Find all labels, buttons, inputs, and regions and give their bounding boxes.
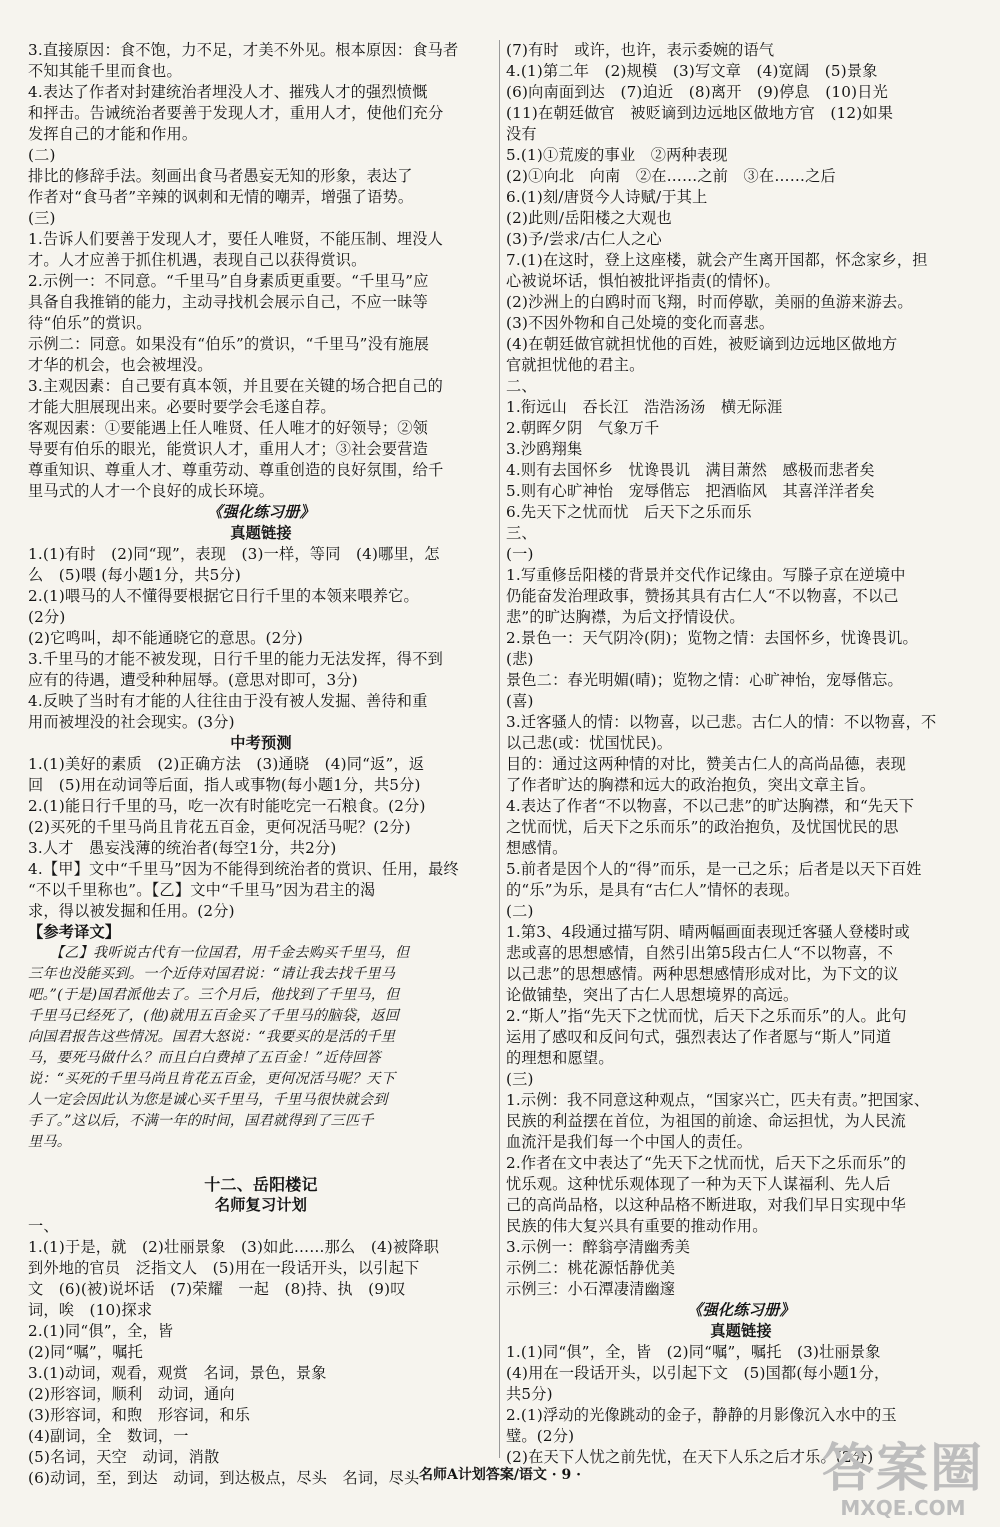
text-line: 示例三：小石潭凄清幽邃: [506, 1280, 676, 1298]
text-line: 尊重知识、尊重人才、尊重劳动、尊重创造的良好氛围，给千: [28, 461, 444, 479]
text-line: (2)此则/岳阳楼之大观也: [506, 209, 672, 227]
text-line: (2)形容词，顺利 动词，通向: [28, 1385, 235, 1403]
text-line: 4.则有去国怀乡 忧谗畏讥 满目萧然 感极而悲者矣: [506, 461, 875, 479]
text-line: 【参考译文】: [28, 923, 121, 941]
text-line: 3.千里马的才能不被发现，日行千里的能力无法发挥，得不到: [28, 650, 443, 668]
text-line: 2.(1)浮动的光像跳动的金子，静静的月影像沉入水中的玉: [506, 1406, 897, 1424]
text-line: 待“伯乐”的赏识。: [28, 314, 152, 332]
text-line: 1.告诉人们要善于发现人才，要任人唯贤，不能压制、埋没人: [28, 230, 443, 248]
text-line: 么 (5)喂 (每小题1分，共5分): [28, 566, 241, 584]
text-line: 应有的待遇，遭受种种屈辱。(意思对即可，3分): [28, 671, 358, 689]
text-line: 2.朝晖夕阴 气象万千: [506, 419, 660, 437]
text-line: 官就担忧他的君主。: [506, 356, 645, 374]
text-line: 手了。”这以后，不满一年的时间，国君就得到了三匹千: [28, 1113, 374, 1129]
text-line: 说：“买死的千里马尚且肯花五百金，更何况活马呢？天下: [28, 1071, 396, 1087]
text-line: 运用了感叹和反问句式，强烈表达了作者愿与“斯人”同道: [506, 1028, 892, 1046]
text-line: 己的高尚品格，以这种品格不断进取，对我们早日实现中华: [506, 1196, 907, 1214]
text-line: 向国君报告这些情况。国君大怒说：“我要买的是活的千里: [28, 1029, 396, 1045]
text-line: 3.(1)动词，观看，观赏 名词，景色，景象: [28, 1364, 327, 1382]
text-line: (一): [506, 545, 534, 563]
text-line: 1.示例：我不同意这种观点，“国家兴亡，匹夫有责。”把国家、: [506, 1091, 930, 1109]
watermark-site: MXQE.COM: [840, 1496, 966, 1520]
watermark-text: 答案圈: [821, 1438, 984, 1499]
text-line: (6)动词，至，到达 动词，到达极点，尽头 名词，尽头: [28, 1469, 420, 1487]
text-line: (7)有时 或许，也许，表示委婉的语气: [506, 41, 775, 59]
text-line: 2.“斯人”指“先天下之忧而忧，后天下之乐而乐”的人。此句: [506, 1007, 907, 1025]
text-line: 3.人才 愚妄浅薄的统治者(每空1分，共2分): [28, 839, 337, 857]
text-line: (4)在朝廷做官就担忧他的百姓，被贬谪到边远地区做地方: [506, 335, 898, 353]
text-line: (5)名词，天空 动词，消散: [28, 1448, 220, 1466]
text-line: (2分): [28, 608, 66, 626]
text-line: 4.(1)第二年 (2)规模 (3)写文章 (4)宽阔 (5)景象: [506, 62, 878, 80]
text-line: 璧。(2分): [506, 1427, 575, 1445]
page-footer: 名师A计划答案/语文 · 9 ·: [418, 1467, 582, 1483]
text-line: (2)在天下人忧之前先忧，在天下人乐之后才乐。(2分): [506, 1448, 874, 1466]
text-line: 导要有伯乐的眼光，能赏识人才，重用人才；③社会要营造: [28, 440, 429, 458]
text-line: 到外地的官员 泛指文人 (5)用在一段话开头，以引起下: [28, 1259, 420, 1277]
text-line: 1.第3、4段通过描写阴、晴两幅画面表现迁客骚人登楼时或: [506, 923, 910, 941]
text-line: 客观因素：①要能遇上任人唯贤、任人唯才的好领导；②领: [28, 419, 429, 437]
text-line: (4)副词，全 数词，一: [28, 1427, 189, 1445]
text-line: (悲): [506, 650, 534, 668]
text-line: 共5分): [506, 1385, 553, 1403]
text-line: (喜): [506, 692, 534, 710]
text-line: 忧乐观。这种忧乐观体现了一种为天下人谋福利、先人后: [506, 1175, 891, 1193]
text-line: 一、: [28, 1217, 59, 1235]
text-line: (11)在朝廷做官 被贬谪到边远地区做地方官 (12)如果: [506, 104, 894, 122]
text-line: 1.(1)同“俱”，全，皆 (2)同“嘱”，嘱托 (3)壮丽景象: [506, 1343, 881, 1361]
text-line: 1.写重修岳阳楼的背景并交代作记缘由。写滕子京在逆境中: [506, 566, 906, 584]
text-line: 民族的利益摆在首位，为祖国的前途、命运担忧，为人民流: [506, 1112, 907, 1130]
text-line: 目的：通过这两种情的对比，赞美古仁人的高尚品德，表现: [506, 755, 907, 773]
text-line: (2)同“嘱”，嘱托: [28, 1343, 143, 1361]
text-line: 2.作者在文中表达了“先天下之忧而忧，后天下之乐而乐”的: [506, 1154, 907, 1172]
text-line: 4.反映了当时有才能的人往往由于没有被人发掘、善待和重: [28, 692, 428, 710]
text-line: (4)用在一段话开头，以引起下文 (5)国都(每小题1分，: [506, 1364, 890, 1382]
text-line: 5.(1)①荒废的事业 ②两种表现: [506, 146, 728, 164]
text-line: 5.则有心旷神怡 宠辱偕忘 把酒临风 其喜洋洋者矣: [506, 482, 875, 500]
text-line: 2.示例一：不同意。“千里马”自身素质更重要。“千里马”应: [28, 272, 429, 290]
text-line: 十二、岳阳楼记: [204, 1175, 318, 1194]
text-line: 三年也没能买到。一个近侍对国君说：“请让我去找千里马: [28, 966, 396, 982]
text-line: (二): [506, 902, 534, 920]
text-line: 3.迁客骚人的情：以物喜，以己悲。古仁人的情：不以物喜，不: [506, 713, 937, 731]
text-line: 景色二：春光明媚(晴)；览物之情：心旷神怡，宠辱偕忘。: [506, 671, 903, 689]
left-column: [28, 40, 494, 1489]
text-line: 民族的伟大复兴具有重要的推动作用。: [506, 1217, 768, 1235]
text-line: 以己悲(或：忧国忧民)。: [506, 734, 673, 752]
text-line: 4.表达了作者对封建统治者埋没人才、摧残人才的强烈愤慨: [28, 83, 428, 101]
text-line: 词，唉 (10)探求: [28, 1301, 153, 1319]
text-line: 3.直接原因：食不饱，力不足，才美不外见。根本原因：食马者: [28, 41, 459, 59]
text-line: 以己悲”的思想感情。两种思想感情形成对比，为下文的议: [506, 965, 899, 983]
text-line: 二、: [506, 377, 537, 395]
column-divider: [499, 40, 500, 1458]
text-line: 悲”的旷达胸襟，为后文抒情设伏。: [506, 608, 745, 626]
text-line: 论做铺垫，突出了古仁人思想境界的高远。: [506, 986, 799, 1004]
text-line: 人一定会因此认为您是诚心买千里马，千里马很快就会到: [28, 1092, 388, 1108]
text-line: 里马式的人才一个良好的成长环境。: [28, 482, 275, 500]
text-line: 仍能奋发治理政事，赞扬其具有古仁人“不以物喜，不以己: [506, 587, 899, 605]
text-line: 《强化练习册》: [207, 503, 315, 521]
text-line: 才能大胆展现出来。必要时要学会毛遂自荐。: [28, 398, 336, 416]
text-line: 6.(1)刻/唐贤今人诗赋/于其上: [506, 188, 708, 206]
text-line: 1.衔远山 吞长江 浩浩汤汤 横无际涯: [506, 398, 783, 416]
text-line: 马，要死马做什么？而且白白费掉了五百金！”近侍回答: [28, 1050, 381, 1066]
text-line: 用而被埋没的社会现实。(3分): [28, 713, 235, 731]
text-line: 真题链接: [230, 524, 292, 542]
text-line: 2.(1)同“俱”，全，皆: [28, 1322, 174, 1340]
text-line: 3.主观因素：自己要有真本领，并且要在关键的场合把自己的: [28, 377, 443, 395]
text-line: 3.示例一：醉翁亭清幽秀美: [506, 1238, 691, 1256]
text-line: 排比的修辞手法。刻画出食马者愚妄无知的形象，表达了: [28, 167, 413, 185]
text-line: 真题链接: [710, 1322, 772, 1340]
text-line: 发挥自己的才能和作用。: [28, 125, 198, 143]
text-line: 中考预测: [230, 734, 292, 752]
text-line: 心被说坏话，惧怕被批评指责(的情怀)。: [506, 272, 780, 290]
text-line: (3)形容词，和煦 形容词，和乐: [28, 1406, 251, 1424]
text-line: “不以千里称也”。【乙】文中“千里马”因为君主的渴: [28, 881, 376, 899]
text-line: (2)沙洲上的白鸥时而飞翔，时而停歇，美丽的鱼游来游去。: [506, 293, 913, 311]
text-line: 1.(1)美好的素质 (2)正确方法 (3)通晓 (4)同“返”，返: [28, 755, 425, 773]
text-line: (2)它鸣叫，却不能通晓它的意思。(2分): [28, 629, 304, 647]
text-line: (2)①向北 向南 ②在……之前 ③在……之后: [506, 167, 836, 185]
text-line: 血流汗是我们每一个中国人的责任。: [506, 1133, 753, 1151]
text-line: 三、: [506, 524, 537, 542]
text-line: 5.前者是因个人的“得”而乐，是一己之乐；后者是以天下百姓: [506, 860, 922, 878]
text-line: 想感情。: [506, 839, 568, 857]
text-line: 《强化练习册》: [687, 1301, 795, 1319]
text-line: 1.(1)于是，就 (2)壮丽景象 (3)如此……那么 (4)被降职: [28, 1238, 440, 1256]
text-line: 回 (5)用在动词等后面，指人或事物(每小题1分，共5分): [28, 776, 421, 794]
text-line: 才。人才应善于抓住机遇，表现自己以获得赏识。: [28, 251, 367, 269]
text-line: 示例二：同意。如果没有“伯乐”的赏识，“千里马”没有施展: [28, 335, 430, 353]
text-line: 才华的机会，也会被埋没。: [28, 356, 213, 374]
text-line: 的理想和愿望。: [506, 1049, 614, 1067]
text-line: 名师复习计划: [214, 1196, 308, 1214]
text-line: 里马。: [28, 1134, 72, 1150]
text-line: (3)予/尝求/古仁人之心: [506, 230, 662, 248]
watermark-logo: [821, 1438, 984, 1520]
text-line: 具备自我推销的能力，主动寻找机会展示自己，不应一昧等: [28, 293, 429, 311]
text-line: 和抨击。告诫统治者要善于发现人才，重用人才，使他们充分: [28, 104, 444, 122]
text-line: 示例二：桃花源恬静优美: [506, 1259, 676, 1277]
text-line: 7.(1)在这时，登上这座楼，就会产生离开国都，怀念家乡，担: [506, 251, 928, 269]
text-line: 悲或喜的思想感情，自然引出第5段古仁人“不以物喜，不: [506, 944, 894, 962]
text-line: 2.景色一：天气阴冷(阴)；览物之情：去国怀乡，忧谗畏讥。: [506, 629, 918, 647]
text-line: 3.沙鸥翔集: [506, 440, 583, 458]
right-column: [506, 40, 976, 1468]
text-line: 【乙】我听说古代有一位国君，用千金去购买千里马，但: [28, 945, 410, 961]
text-line: [28, 1153, 494, 1174]
text-line: (三): [506, 1070, 534, 1088]
text-line: 不知其能千里而食也。: [28, 62, 182, 80]
text-line: 4.【甲】文中“千里马”因为不能得到统治者的赏识、任用，最终: [28, 860, 459, 878]
text-line: 作者对“食马者”辛辣的讽刺和无情的嘲弄，增强了语势。: [28, 188, 414, 206]
text-line: 之忧而忧，后天下之乐而乐”的政治抱负，及忧国忧民的思: [506, 818, 899, 836]
text-line: 吧。”(于是)国君派他去了。三个月后，他找到了千里马，但: [28, 987, 400, 1003]
text-line: 1.(1)有时 (2)同“现”，表现 (3)一样，等同 (4)哪里，怎: [28, 545, 440, 563]
text-line: (3)不因外物和自己处境的变化而喜悲。: [506, 314, 775, 332]
text-line: 的“乐”为乐，是具有“古仁人”情怀的表现。: [506, 881, 800, 899]
text-line: (2)买死的千里马尚且肯花五百金，更何况活马呢？(2分): [28, 818, 411, 836]
text-line: 求，得以被发掘和任用。(2分): [28, 902, 235, 920]
text-line: 4.表达了作者“不以物喜，不以己悲”的旷达胸襟，和“先天下: [506, 797, 915, 815]
text-line: 2.(1)能日行千里的马，吃一次有时能吃完一石粮食。(2分): [28, 797, 426, 815]
text-line: 6.先天下之忧而忧 后天下之乐而乐: [506, 503, 752, 521]
text-line: (三): [28, 209, 56, 227]
text-line: 了作者旷达的胸襟和远大的政治抱负，突出文章主旨。: [506, 776, 876, 794]
text-line: (6)向南面到达 (7)迫近 (8)离开 (9)停息 (10)日光: [506, 83, 889, 101]
text-line: 没有: [506, 125, 537, 143]
text-line: 千里马已经死了，(他)就用五百金买了千里马的脑袋，返回: [28, 1008, 400, 1024]
text-line: 文 (6)(被)说坏话 (7)荣耀 一起 (8)持、执 (9)叹: [28, 1280, 406, 1298]
text-line: 2.(1)喂马的人不懂得要根据它日行千里的本领来喂养它。: [28, 587, 419, 605]
text-line: (二): [28, 146, 56, 164]
